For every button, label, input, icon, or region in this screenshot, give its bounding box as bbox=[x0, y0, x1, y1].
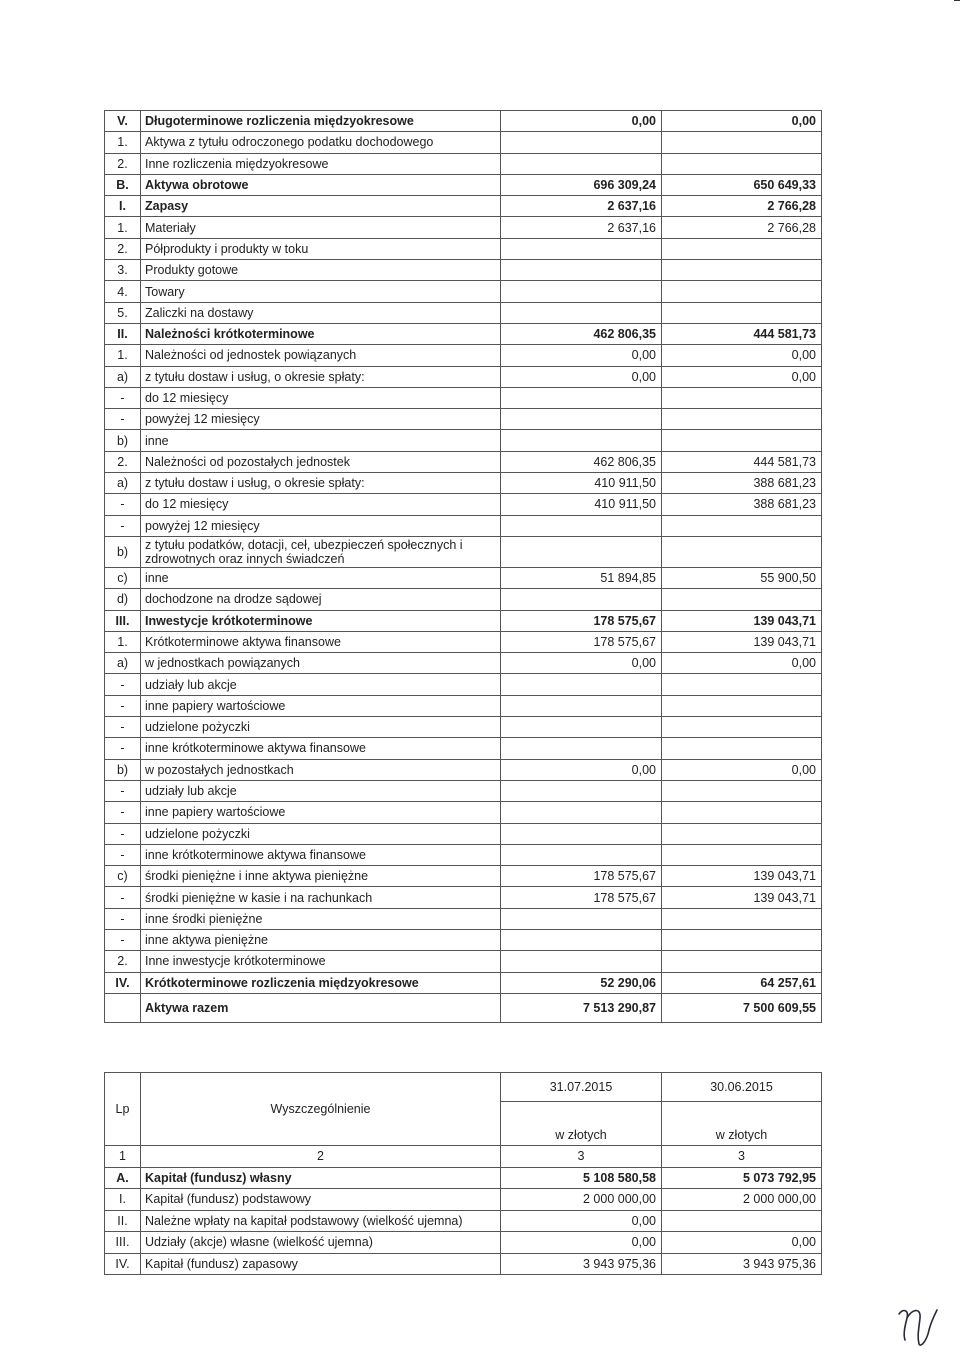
assets-row bbox=[105, 717, 822, 738]
row-number: 2. bbox=[105, 951, 141, 972]
value-previous: 0,00 bbox=[662, 759, 822, 780]
value-previous bbox=[662, 844, 822, 865]
value-previous: 0,00 bbox=[662, 111, 822, 132]
assets-row bbox=[105, 951, 822, 972]
row-number: 1. bbox=[105, 132, 141, 153]
assets-row bbox=[105, 409, 822, 430]
value-current bbox=[501, 780, 662, 801]
row-description: udziały lub akcje bbox=[141, 674, 501, 695]
value-previous bbox=[662, 260, 822, 281]
assets-row bbox=[105, 631, 822, 652]
row-number: 4. bbox=[105, 281, 141, 302]
value-current: 52 290,06 bbox=[501, 972, 662, 993]
assets-row bbox=[105, 866, 822, 887]
row-number: II. bbox=[105, 323, 141, 344]
row-description: powyżej 12 miesięcy bbox=[141, 515, 501, 536]
value-previous: 388 681,23 bbox=[662, 494, 822, 515]
value-current bbox=[501, 387, 662, 408]
assets-row bbox=[105, 589, 822, 610]
row-description: Inne inwestycje krótkoterminowe bbox=[141, 951, 501, 972]
row-number: 2. bbox=[105, 451, 141, 472]
equity-row bbox=[105, 1167, 822, 1189]
value-current: 696 309,24 bbox=[501, 174, 662, 195]
value-previous: 444 581,73 bbox=[662, 323, 822, 344]
assets-row bbox=[105, 217, 822, 238]
row-number: IV. bbox=[105, 1253, 141, 1275]
row-description: inne papiery wartościowe bbox=[141, 695, 501, 716]
value-previous bbox=[662, 589, 822, 610]
row-number: 1. bbox=[105, 631, 141, 652]
row-description: Krótkoterminowe rozliczenia międzyokresowe bbox=[141, 972, 501, 993]
row-description: Półprodukty i produkty w toku bbox=[141, 238, 501, 259]
row-description: Kapitał (fundusz) podstawowy bbox=[141, 1189, 501, 1211]
row-description: Aktywa obrotowe bbox=[141, 174, 501, 195]
row-description: udzielone pożyczki bbox=[141, 717, 501, 738]
row-description: Inne rozliczenia międzyokresowe bbox=[141, 153, 501, 174]
value-previous bbox=[662, 153, 822, 174]
row-number: III. bbox=[105, 610, 141, 631]
column-number-previous: 3 bbox=[662, 1146, 822, 1168]
value-previous: 650 649,33 bbox=[662, 174, 822, 195]
value-current bbox=[501, 515, 662, 536]
row-description: w jednostkach powiązanych bbox=[141, 653, 501, 674]
assets-row bbox=[105, 174, 822, 195]
row-description: udziały lub akcje bbox=[141, 780, 501, 801]
equity-row bbox=[105, 1232, 822, 1254]
value-current: 7 513 290,87 bbox=[501, 993, 662, 1022]
value-current bbox=[501, 589, 662, 610]
row-number: - bbox=[105, 802, 141, 823]
row-description: Aktywa razem bbox=[141, 993, 501, 1022]
value-previous bbox=[662, 951, 822, 972]
header-date-previous: 30.06.2015 bbox=[662, 1073, 822, 1102]
value-previous bbox=[662, 908, 822, 929]
assets-row bbox=[105, 908, 822, 929]
row-description: Kapitał (fundusz) zapasowy bbox=[141, 1253, 501, 1275]
row-description: Zaliczki na dostawy bbox=[141, 302, 501, 323]
value-previous: 388 681,23 bbox=[662, 473, 822, 494]
row-description: dochodzone na drodze sądowej bbox=[141, 589, 501, 610]
value-previous: 0,00 bbox=[662, 345, 822, 366]
value-current: 3 943 975,36 bbox=[501, 1253, 662, 1275]
value-current bbox=[501, 717, 662, 738]
row-number: II. bbox=[105, 1210, 141, 1232]
assets-row bbox=[105, 366, 822, 387]
value-previous: 5 073 792,95 bbox=[662, 1167, 822, 1189]
header-description: Wyszczególnienie bbox=[141, 1073, 501, 1146]
value-current bbox=[501, 674, 662, 695]
value-current: 51 894,85 bbox=[501, 567, 662, 588]
row-description: w pozostałych jednostkach bbox=[141, 759, 501, 780]
value-current: 178 575,67 bbox=[501, 610, 662, 631]
row-description: z tytułu dostaw i usług, o okresie spłaty: bbox=[141, 473, 501, 494]
assets-row bbox=[105, 780, 822, 801]
row-number: 3. bbox=[105, 260, 141, 281]
value-previous: 7 500 609,55 bbox=[662, 993, 822, 1022]
assets-table-body bbox=[105, 111, 822, 1023]
value-current bbox=[501, 430, 662, 451]
row-number: I. bbox=[105, 196, 141, 217]
value-current: 0,00 bbox=[501, 653, 662, 674]
value-previous bbox=[662, 738, 822, 759]
assets-row bbox=[105, 802, 822, 823]
value-previous: 64 257,61 bbox=[662, 972, 822, 993]
value-current: 178 575,67 bbox=[501, 887, 662, 908]
row-number: - bbox=[105, 717, 141, 738]
row-description: Należne wpłaty na kapitał podstawowy (wielkość ujemna) bbox=[141, 1210, 501, 1232]
assets-row bbox=[105, 494, 822, 515]
row-number: - bbox=[105, 695, 141, 716]
row-description: Należności krótkoterminowe bbox=[141, 323, 501, 344]
row-description: inne krótkoterminowe aktywa finansowe bbox=[141, 738, 501, 759]
assets-row bbox=[105, 844, 822, 865]
row-description: Kapitał (fundusz) własny bbox=[141, 1167, 501, 1189]
value-current bbox=[501, 409, 662, 430]
assets-row bbox=[105, 674, 822, 695]
row-description: inne aktywa pieniężne bbox=[141, 929, 501, 950]
value-current bbox=[501, 260, 662, 281]
row-number: - bbox=[105, 929, 141, 950]
assets-row bbox=[105, 823, 822, 844]
value-current bbox=[501, 823, 662, 844]
value-current: 178 575,67 bbox=[501, 866, 662, 887]
value-previous bbox=[662, 302, 822, 323]
value-current bbox=[501, 908, 662, 929]
row-number: - bbox=[105, 887, 141, 908]
value-previous bbox=[662, 430, 822, 451]
header-unit-previous: w złotych bbox=[662, 1102, 822, 1146]
value-current bbox=[501, 238, 662, 259]
value-previous bbox=[662, 717, 822, 738]
value-previous: 139 043,71 bbox=[662, 866, 822, 887]
assets-row bbox=[105, 653, 822, 674]
value-current bbox=[501, 281, 662, 302]
row-description: Zapasy bbox=[141, 196, 501, 217]
assets-row bbox=[105, 567, 822, 588]
assets-row bbox=[105, 536, 822, 567]
assets-row bbox=[105, 111, 822, 132]
row-number: a) bbox=[105, 473, 141, 494]
value-current: 2 000 000,00 bbox=[501, 1189, 662, 1211]
value-previous: 444 581,73 bbox=[662, 451, 822, 472]
value-previous bbox=[662, 780, 822, 801]
assets-row bbox=[105, 473, 822, 494]
header-unit-current: w złotych bbox=[501, 1102, 662, 1146]
value-previous bbox=[662, 823, 822, 844]
value-previous: 3 943 975,36 bbox=[662, 1253, 822, 1275]
value-previous: 2 000 000,00 bbox=[662, 1189, 822, 1211]
row-description: Materiały bbox=[141, 217, 501, 238]
assets-row bbox=[105, 196, 822, 217]
row-number: - bbox=[105, 908, 141, 929]
row-description: inne bbox=[141, 430, 501, 451]
row-description: Inwestycje krótkoterminowe bbox=[141, 610, 501, 631]
row-description: Towary bbox=[141, 281, 501, 302]
row-description: udzielone pożyczki bbox=[141, 823, 501, 844]
value-current bbox=[501, 695, 662, 716]
value-current bbox=[501, 536, 662, 567]
value-current: 0,00 bbox=[501, 111, 662, 132]
value-previous bbox=[662, 132, 822, 153]
row-number: 1. bbox=[105, 345, 141, 366]
equity-table bbox=[104, 1072, 822, 1275]
row-description: do 12 miesięcy bbox=[141, 494, 501, 515]
row-number: - bbox=[105, 409, 141, 430]
value-previous bbox=[662, 409, 822, 430]
row-number: - bbox=[105, 494, 141, 515]
row-number: - bbox=[105, 387, 141, 408]
row-number: - bbox=[105, 738, 141, 759]
assets-row bbox=[105, 759, 822, 780]
value-current: 0,00 bbox=[501, 1232, 662, 1254]
row-number: III. bbox=[105, 1232, 141, 1254]
row-number: 2. bbox=[105, 153, 141, 174]
row-number: - bbox=[105, 823, 141, 844]
value-previous bbox=[662, 387, 822, 408]
row-number bbox=[105, 993, 141, 1022]
value-previous bbox=[662, 802, 822, 823]
row-description: Udziały (akcje) własne (wielkość ujemna) bbox=[141, 1232, 501, 1254]
header-lp: Lp bbox=[105, 1073, 141, 1146]
value-current bbox=[501, 929, 662, 950]
row-number: - bbox=[105, 674, 141, 695]
value-current bbox=[501, 302, 662, 323]
row-description: Długoterminowe rozliczenia międzyokresowe bbox=[141, 111, 501, 132]
assets-row bbox=[105, 515, 822, 536]
value-previous: 139 043,71 bbox=[662, 610, 822, 631]
value-previous bbox=[662, 238, 822, 259]
assets-row bbox=[105, 153, 822, 174]
assets-row bbox=[105, 993, 822, 1022]
row-number: B. bbox=[105, 174, 141, 195]
page-edge-mark bbox=[954, 0, 960, 1]
value-current: 2 637,16 bbox=[501, 217, 662, 238]
value-current bbox=[501, 951, 662, 972]
assets-row bbox=[105, 260, 822, 281]
value-current bbox=[501, 802, 662, 823]
column-number-description: 2 bbox=[141, 1146, 501, 1168]
value-current: 0,00 bbox=[501, 345, 662, 366]
equity-row bbox=[105, 1253, 822, 1275]
row-description: z tytułu podatków, dotacji, ceł, ubezpieczeń społecznych i zdrowotnych oraz innych świadczeń bbox=[141, 536, 501, 567]
assets-row bbox=[105, 738, 822, 759]
assets-row bbox=[105, 345, 822, 366]
equity-table-body bbox=[105, 1167, 822, 1275]
assets-row bbox=[105, 281, 822, 302]
assets-row bbox=[105, 323, 822, 344]
assets-row bbox=[105, 302, 822, 323]
value-previous bbox=[662, 281, 822, 302]
row-number: a) bbox=[105, 653, 141, 674]
value-current: 178 575,67 bbox=[501, 631, 662, 652]
row-description: z tytułu dostaw i usług, o okresie spłaty: bbox=[141, 366, 501, 387]
row-description: Należności od pozostałych jednostek bbox=[141, 451, 501, 472]
assets-row bbox=[105, 695, 822, 716]
assets-row bbox=[105, 610, 822, 631]
value-current: 0,00 bbox=[501, 759, 662, 780]
value-current: 462 806,35 bbox=[501, 323, 662, 344]
assets-row bbox=[105, 451, 822, 472]
value-current bbox=[501, 153, 662, 174]
value-current bbox=[501, 844, 662, 865]
row-description: inne krótkoterminowe aktywa finansowe bbox=[141, 844, 501, 865]
value-previous: 2 766,28 bbox=[662, 196, 822, 217]
row-number: 2. bbox=[105, 238, 141, 259]
column-number-current: 3 bbox=[501, 1146, 662, 1168]
value-current: 462 806,35 bbox=[501, 451, 662, 472]
row-description: Krótkoterminowe aktywa finansowe bbox=[141, 631, 501, 652]
row-number: a) bbox=[105, 366, 141, 387]
equity-row bbox=[105, 1189, 822, 1211]
row-number: d) bbox=[105, 589, 141, 610]
row-description: powyżej 12 miesięcy bbox=[141, 409, 501, 430]
row-number: b) bbox=[105, 759, 141, 780]
assets-row bbox=[105, 430, 822, 451]
value-previous: 0,00 bbox=[662, 366, 822, 387]
column-number-lp: 1 bbox=[105, 1146, 141, 1168]
value-previous bbox=[662, 695, 822, 716]
assets-row bbox=[105, 238, 822, 259]
value-current: 0,00 bbox=[501, 1210, 662, 1232]
row-number: IV. bbox=[105, 972, 141, 993]
value-current: 5 108 580,58 bbox=[501, 1167, 662, 1189]
handwritten-signature bbox=[893, 1300, 943, 1350]
row-description: środki pieniężne i inne aktywa pieniężne bbox=[141, 866, 501, 887]
row-number: - bbox=[105, 844, 141, 865]
row-number: b) bbox=[105, 536, 141, 567]
header-date-current: 31.07.2015 bbox=[501, 1073, 662, 1102]
assets-row bbox=[105, 972, 822, 993]
assets-row bbox=[105, 132, 822, 153]
value-current: 410 911,50 bbox=[501, 473, 662, 494]
value-previous: 2 766,28 bbox=[662, 217, 822, 238]
row-number: c) bbox=[105, 866, 141, 887]
row-number: 5. bbox=[105, 302, 141, 323]
row-number: 1. bbox=[105, 217, 141, 238]
row-description: środki pieniężne w kasie i na rachunkach bbox=[141, 887, 501, 908]
value-previous: 0,00 bbox=[662, 1232, 822, 1254]
value-previous: 139 043,71 bbox=[662, 887, 822, 908]
row-number: b) bbox=[105, 430, 141, 451]
value-previous: 0,00 bbox=[662, 653, 822, 674]
row-description: Należności od jednostek powiązanych bbox=[141, 345, 501, 366]
row-description: Produkty gotowe bbox=[141, 260, 501, 281]
row-number: - bbox=[105, 780, 141, 801]
value-previous: 139 043,71 bbox=[662, 631, 822, 652]
row-number: A. bbox=[105, 1167, 141, 1189]
value-current bbox=[501, 132, 662, 153]
assets-row bbox=[105, 387, 822, 408]
row-description: do 12 miesięcy bbox=[141, 387, 501, 408]
value-current bbox=[501, 738, 662, 759]
equity-table-header bbox=[105, 1073, 822, 1168]
value-previous bbox=[662, 929, 822, 950]
row-number: c) bbox=[105, 567, 141, 588]
row-description: inne bbox=[141, 567, 501, 588]
row-description: inne papiery wartościowe bbox=[141, 802, 501, 823]
row-number: - bbox=[105, 515, 141, 536]
value-previous bbox=[662, 1210, 822, 1232]
assets-row bbox=[105, 929, 822, 950]
row-description: inne środki pieniężne bbox=[141, 908, 501, 929]
row-number: I. bbox=[105, 1189, 141, 1211]
value-previous bbox=[662, 674, 822, 695]
value-previous bbox=[662, 536, 822, 567]
assets-table bbox=[104, 110, 822, 1023]
equity-row bbox=[105, 1210, 822, 1232]
assets-row bbox=[105, 887, 822, 908]
row-number: V. bbox=[105, 111, 141, 132]
row-description: Aktywa z tytułu odroczonego podatku dochodowego bbox=[141, 132, 501, 153]
value-current: 2 637,16 bbox=[501, 196, 662, 217]
value-current: 410 911,50 bbox=[501, 494, 662, 515]
value-current: 0,00 bbox=[501, 366, 662, 387]
value-previous bbox=[662, 515, 822, 536]
value-previous: 55 900,50 bbox=[662, 567, 822, 588]
